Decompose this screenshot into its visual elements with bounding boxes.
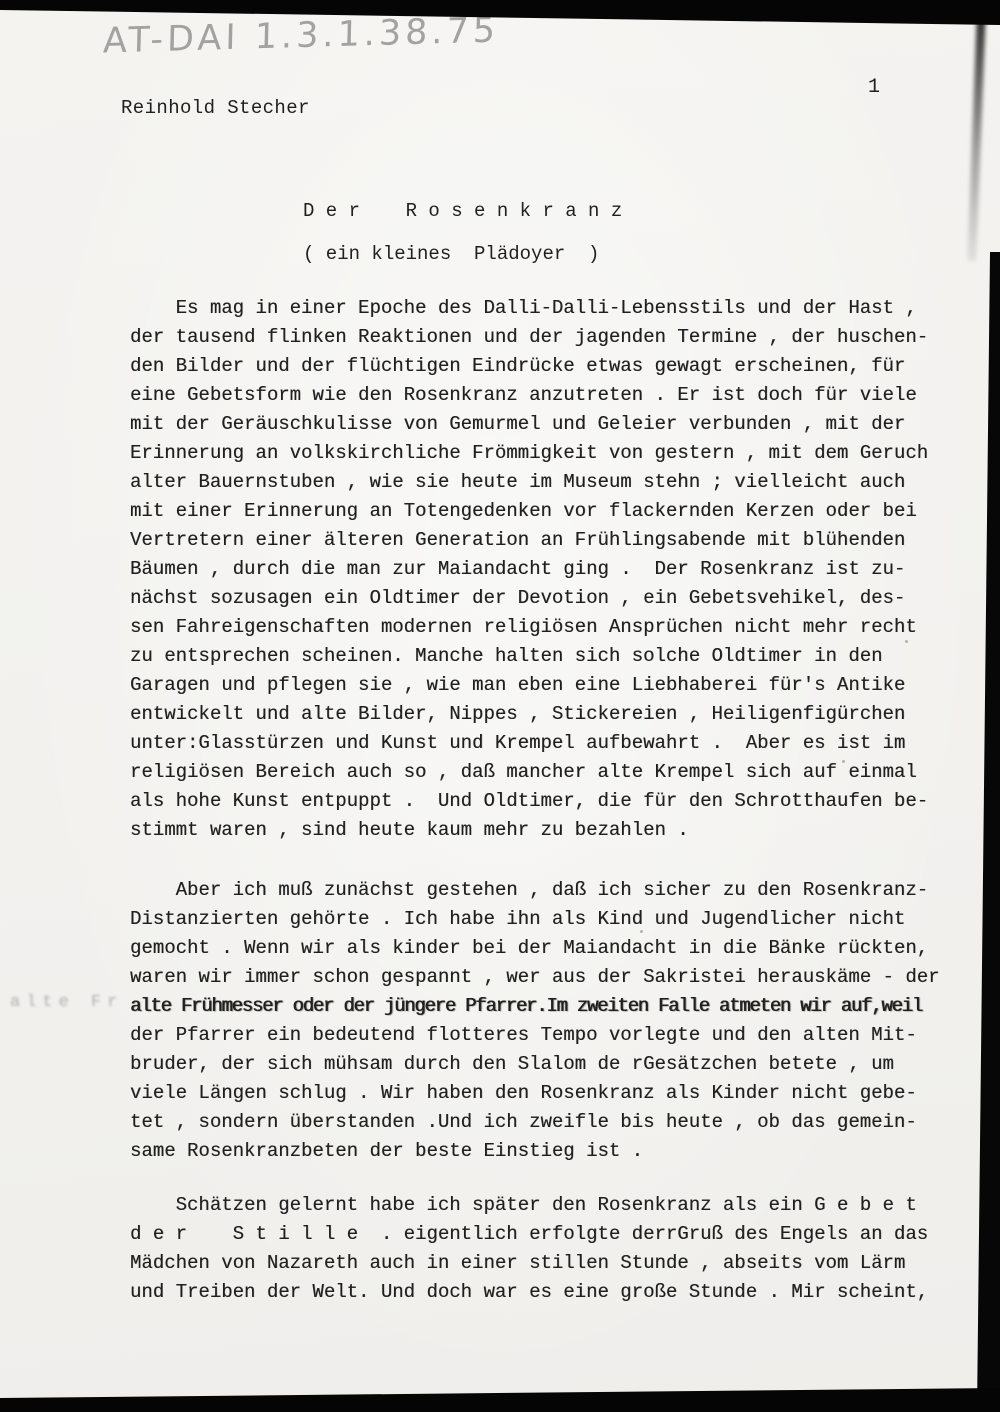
- text-line: Aber ich muß zunächst gestehen , daß ich sicher zu den Rosenkranz-: [130, 879, 929, 901]
- scan-edge-bottom: [0, 1384, 1000, 1412]
- text-line: sen Fahreigenschaften modernen religiösen Ansprüchen nicht mehr recht: [130, 616, 917, 638]
- paragraph-1: [130, 294, 928, 845]
- text-line: tet , sondern überstanden .Und ich zweifle bis heute , ob das gemein-: [130, 1111, 917, 1133]
- scan-edge-streak: [967, 16, 985, 261]
- document-title: D e r R o s e n k r a n z: [303, 200, 623, 222]
- text-line: unter:Glasstürzen und Kunst und Krempel aufbewahrt . Aber es ist im: [130, 732, 906, 754]
- text-line: d e r S t i l l e . eigentlich erfolgte derrGruß des Engels an das: [130, 1223, 929, 1245]
- scan-speck: [640, 930, 643, 933]
- text-line: Mädchen von Nazareth auch in einer stillen Stunde , abseits vom Lärm: [130, 1252, 906, 1274]
- text-line: entwickelt und alte Bilder, Nippes , Stickereien , Heiligenfigürchen: [130, 703, 906, 725]
- text-line: und Treiben der Welt. Und doch war es eine große Stunde . Mir scheint,: [130, 1281, 929, 1303]
- scan-edge-right: [975, 252, 1000, 1412]
- text-line: eine Gebetsform wie den Rosenkranz anzutreten . Er ist doch für viele: [130, 384, 917, 406]
- text-line: Distanzierten gehörte . Ich habe ihn als Kind und Jugendlicher nicht: [130, 908, 906, 930]
- text-line: Erinnerung an volkskirchliche Frömmigkeit von gestern , mit dem Geruch: [130, 442, 929, 464]
- text-line: same Rosenkranzbeten der beste Einstieg ist .: [130, 1140, 644, 1162]
- text-line: Vertretern einer älteren Generation an Frühlingsabende mit blühenden: [130, 529, 906, 551]
- document-title-block: [303, 190, 622, 276]
- text-line: zu entsprechen scheinen. Manche halten sich solche Oldtimer in den: [130, 645, 883, 667]
- page-number: 1: [868, 76, 881, 99]
- text-line: den Bilder und der flüchtigen Eindrücke etwas gewagt erscheinen, für: [130, 355, 906, 377]
- text-line: mit der Geräuschkulisse von Gemurmel und Geleier verbunden , mit der: [130, 413, 906, 435]
- text-line: gemocht . Wenn wir als kinder bei der Maiandacht in die Bänke rückten,: [130, 937, 929, 959]
- text-line: stimmt waren , sind heute kaum mehr zu bezahlen .: [130, 819, 689, 841]
- text-line: Schätzen gelernt habe ich später den Rosenkranz als ein G e b e t: [130, 1194, 917, 1216]
- document-subtitle: ( ein kleines Plädoyer ): [303, 243, 600, 265]
- text-line: alter Bauernstuben , wie sie heute im Museum stehn ; vielleicht auch: [130, 471, 906, 493]
- author-name: Reinhold Stecher: [121, 97, 310, 119]
- text-line: der tausend flinken Reaktionen und der jagenden Termine , der huschen-: [130, 326, 929, 348]
- scan-speck: [905, 640, 908, 643]
- text-line: mit einer Erinnerung an Totengedenken vor flackernden Kerzen oder bei: [130, 500, 917, 522]
- paragraph-3: [130, 1191, 928, 1307]
- text-line: alte Frühmesser oder der jüngere Pfarrer.Im zweiten Falle atmeten wir auf,weil: [130, 995, 922, 1017]
- paragraph-2: [130, 876, 940, 1166]
- archival-reference-handwriting: AT-DAI 1.3.1.38.75: [102, 10, 500, 62]
- text-line: Bäumen , durch die man zur Maiandacht ging . Der Rosenkranz ist zu-: [130, 558, 906, 580]
- scan-speck: [842, 760, 845, 763]
- margin-ink-smudge: alte Fr: [10, 993, 124, 1012]
- text-line: als hohe Kunst entpuppt . Und Oldtimer, die für den Schrotthaufen be-: [130, 790, 929, 812]
- text-line: Garagen und pflegen sie , wie man eben eine Liebhaberei für's Antike: [130, 674, 906, 696]
- text-line: nächst sozusagen ein Oldtimer der Devotion , ein Gebetsvehikel, des-: [130, 587, 906, 609]
- text-line: viele Längen schlug . Wir haben den Rosenkranz als Kinder nicht gebe-: [130, 1082, 917, 1104]
- text-line: der Pfarrer ein bedeutend flotteres Tempo vorlegte und den alten Mit-: [130, 1024, 917, 1046]
- text-line: religiösen Bereich auch so , daß mancher alte Krempel sich auf einmal: [130, 761, 917, 783]
- text-line: waren wir immer schon gespannt , wer aus der Sakristei herauskäme - der: [130, 966, 940, 988]
- text-line: bruder, der sich mühsam durch den Slalom de rGesätzchen betete , um: [130, 1053, 894, 1075]
- text-line: Es mag in einer Epoche des Dalli-Dalli-Lebensstils und der Hast ,: [130, 297, 917, 319]
